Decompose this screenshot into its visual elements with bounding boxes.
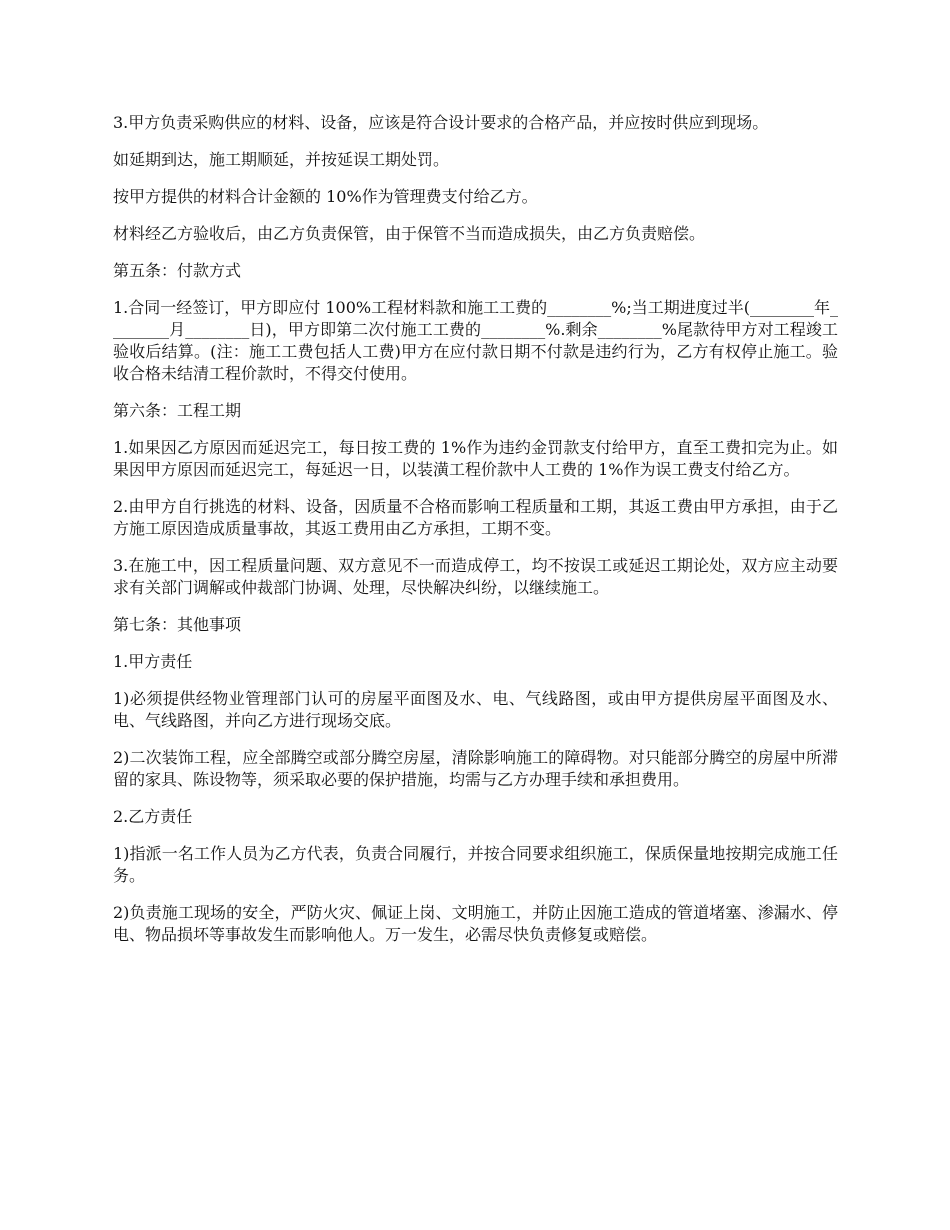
section-heading-other: 第七条：其他事项	[113, 615, 242, 634]
paragraph-material-custody: 材料经乙方验收后，由乙方负责保管，由于保管不当而造成损失，由乙方负责赔偿。	[113, 224, 706, 243]
paragraph-party-a-floorplan: 1)必须提供经物业管理部门认可的房屋平面图及水、电、气线路图，或由甲方提供房屋平面图及水、电、气线路图，并向乙方进行现场交底。	[113, 689, 838, 730]
paragraph-delay: 如延期到达，施工期顺延，并按延误工期处罚。	[113, 150, 450, 169]
section-heading-schedule: 第六条：工程工期	[113, 401, 242, 420]
document-page	[113, 112, 838, 961]
paragraph-management-fee: 按甲方提供的材料合计金额的 10%作为管理费支付给乙方。	[113, 187, 538, 206]
paragraph-party-a-clearance: 2)二次装饰工程，应全部腾空或部分腾空房屋，清除影响施工的障碍物。对只能部分腾空的房屋中所滞留的家具、陈设物等，须采取必要的保护措施，均需与乙方办理手续和承担费用。	[113, 748, 838, 789]
paragraph-dispute: 3.在施工中，因工程质量问题、双方意见不一而造成停工，均不按误工或延迟工期论处，双方应主动要求有关部门调解或仲裁部门协调、处理，尽快解决纠纷，以继续施工。	[113, 556, 838, 597]
paragraph-payment-terms: 1.合同一经签订，甲方即应付 100%工程材料款和施工工费的________%;当工期进度过半(________年________月________日)，甲方即第二次付施工工费的________%.剩余________%尾款待甲方对工程竣工验收后结算。(注：施工工费包括人工费)甲方在应付款日期不付款是违约行为，乙方有权停止施工。验收合格未结清工程价款时，不得交付使用。	[113, 298, 838, 383]
paragraph-party-b-safety: 2)负责施工现场的安全，严防火灾、佩证上岗、文明施工，并防止因施工造成的管道堵塞、渗漏水、停电、物品损坏等事故发生而影响他人。万一发生，必需尽快负责修复或赔偿。	[113, 903, 838, 944]
paragraph-rework-cost: 2.由甲方自行挑选的材料、设备，因质量不合格而影响工程质量和工期，其返工费由甲方承担，由于乙方施工原因造成质量事故，其返工费用由乙方承担，工期不变。	[113, 497, 838, 538]
section-heading-payment: 第五条：付款方式	[113, 261, 242, 280]
paragraph-material-supply: 3.甲方负责采购供应的材料、设备，应该是符合设计要求的合格产品，并应按时供应到现场。	[113, 113, 769, 132]
paragraph-party-b-representative: 1)指派一名工作人员为乙方代表，负责合同履行，并按合同要求组织施工，保质保量地按期完成施工任务。	[113, 844, 838, 885]
subheading-party-b: 2.乙方责任	[113, 807, 193, 826]
subheading-party-a: 1.甲方责任	[113, 652, 193, 671]
paragraph-delay-penalty: 1.如果因乙方原因而延迟完工，每日按工费的 1%作为违约金罚款支付给甲方，直至工费扣完为止。如果因甲方原因而延迟完工，每延迟一日，以装潢工程价款中人工费的 1%作为误工费支付给乙方。	[113, 438, 838, 479]
